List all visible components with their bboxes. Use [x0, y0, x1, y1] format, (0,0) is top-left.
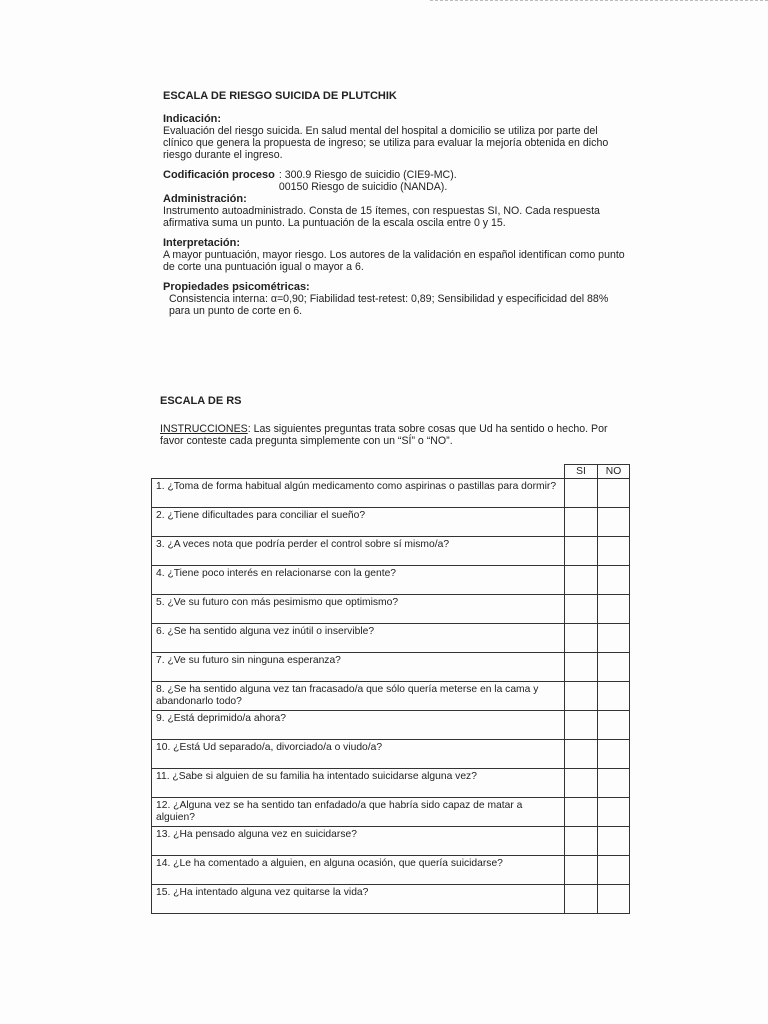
question-text: 2. ¿Tiene dificultades para conciliar el sueño?	[152, 508, 565, 537]
question-text: 6. ¿Se ha sentido alguna vez inútil o inservible?	[152, 624, 565, 653]
answer-si-box[interactable]	[565, 624, 598, 653]
answer-no-box[interactable]	[598, 769, 630, 798]
table-row	[152, 885, 630, 914]
instructions	[160, 423, 630, 447]
table-row	[152, 769, 630, 798]
answer-si-box[interactable]	[565, 885, 598, 914]
question-text: 12. ¿Alguna vez se ha sentido tan enfadado/a que habría sido capaz de matar a alguien?	[152, 798, 565, 827]
question-text: 13. ¿Ha pensado alguna vez en suicidarse?	[152, 827, 565, 856]
table-row	[152, 508, 630, 537]
administracion-heading: Administración:	[163, 193, 247, 205]
scale-title: ESCALA DE RS	[160, 395, 242, 407]
question-text: 1. ¿Toma de forma habitual algún medicamento como aspirinas o pastillas para dormir?	[152, 479, 565, 508]
question-text: 10. ¿Está Ud separado/a, divorciado/a o viudo/a?	[152, 740, 565, 769]
answer-si-box[interactable]	[565, 508, 598, 537]
answer-si-box[interactable]	[565, 827, 598, 856]
interpretacion-heading: Interpretación:	[163, 237, 241, 249]
instructions-label: INSTRUCCIONES	[160, 423, 248, 435]
answer-si-box[interactable]	[565, 566, 598, 595]
answer-no-box[interactable]	[598, 827, 630, 856]
instructions-text: : Las siguientes preguntas trata sobre cosas que Ud ha sentido o hecho. Por favor conteste cada pregunta simplemente con un “SÍ” o “NO”.	[160, 423, 608, 447]
answer-no-box[interactable]	[598, 885, 630, 914]
propiedades-text: Consistencia interna: α=0,90; Fiabilidad test-retest: 0,89; Sensibilidad y especificidad del 88% para un punto de corte en 6.	[169, 293, 609, 317]
answer-no-box[interactable]	[598, 595, 630, 624]
answer-no-box[interactable]	[598, 682, 630, 711]
answer-no-box[interactable]	[598, 537, 630, 566]
table-row	[152, 537, 630, 566]
scan-edge-line	[430, 0, 768, 3]
interpretacion-text: A mayor puntuación, mayor riesgo. Los autores de la validación en español identifican como punto de corte una puntuación igual o mayor a 6.	[163, 249, 625, 273]
table-row	[152, 798, 630, 827]
table-row	[152, 624, 630, 653]
answer-no-box[interactable]	[598, 740, 630, 769]
answer-no-box[interactable]	[598, 566, 630, 595]
questions-table	[151, 464, 630, 914]
table-header-row	[152, 465, 630, 479]
table-row	[152, 566, 630, 595]
table-row	[152, 711, 630, 740]
answer-si-box[interactable]	[565, 798, 598, 827]
answer-no-box[interactable]	[598, 856, 630, 885]
answer-si-box[interactable]	[565, 537, 598, 566]
question-text: 4. ¿Tiene poco interés en relacionarse con la gente?	[152, 566, 565, 595]
answer-no-box[interactable]	[598, 479, 630, 508]
table-row	[152, 682, 630, 711]
description-block	[163, 90, 633, 317]
indicacion-text: Evaluación del riesgo suicida. En salud mental del hospital a domicilio se utiliza por parte del clínico que genera la propuesta de ingreso; se utiliza para evaluar la mejoría obtenida en dicho riesgo durante el ingreso.	[163, 125, 609, 161]
answer-si-box[interactable]	[565, 479, 598, 508]
question-text: 3. ¿A veces nota que podría perder el control sobre sí mismo/a?	[152, 537, 565, 566]
answer-no-box[interactable]	[598, 653, 630, 682]
answer-si-box[interactable]	[565, 769, 598, 798]
codificacion-values: : 300.9 Riesgo de suicidio (CIE9-MC). 00150 Riesgo de suicidio (NANDA).	[278, 169, 457, 193]
table-row	[152, 595, 630, 624]
answer-si-box[interactable]	[565, 740, 598, 769]
question-text: 15. ¿Ha intentado alguna vez quitarse la vida?	[152, 885, 565, 914]
answer-si-box[interactable]	[565, 682, 598, 711]
answer-si-box[interactable]	[565, 856, 598, 885]
question-text: 14. ¿Le ha comentado a alguien, en alguna ocasión, que quería suicidarse?	[152, 856, 565, 885]
answer-no-box[interactable]	[598, 624, 630, 653]
answer-no-box[interactable]	[598, 711, 630, 740]
indicacion-heading: Indicación:	[163, 113, 222, 125]
column-no-header: NO	[598, 465, 630, 479]
question-text: 8. ¿Se ha sentido alguna vez tan fracasado/a que sólo quería meterse en la cama y abandonarlo todo?	[152, 682, 565, 711]
answer-si-box[interactable]	[565, 711, 598, 740]
table-row	[152, 827, 630, 856]
column-si-header: SI	[565, 465, 598, 479]
answer-no-box[interactable]	[598, 508, 630, 537]
table-row	[152, 653, 630, 682]
question-text: 11. ¿Sabe si alguien de su familia ha intentado suicidarse alguna vez?	[152, 769, 565, 798]
answer-si-box[interactable]	[565, 595, 598, 624]
answer-si-box[interactable]	[565, 653, 598, 682]
propiedades-heading: Propiedades psicométricas:	[163, 281, 310, 293]
administracion-text: Instrumento autoadministrado. Consta de 15 ítemes, con respuestas SI, NO. Cada respuesta afirmativa suma un punto. La puntuación de la escala oscila entre 0 y 15.	[163, 205, 600, 229]
table-row	[152, 740, 630, 769]
header-blank-cell	[152, 465, 565, 479]
codificacion-heading: Codificación proceso	[163, 169, 275, 181]
document-title: ESCALA DE RIESGO SUICIDA DE PLUTCHIK	[163, 90, 397, 102]
table-row	[152, 479, 630, 508]
question-text: 9. ¿Está deprimido/a ahora?	[152, 711, 565, 740]
table-row	[152, 856, 630, 885]
codificacion-row	[163, 169, 633, 193]
question-text: 7. ¿Ve su futuro sin ninguna esperanza?	[152, 653, 565, 682]
question-text: 5. ¿Ve su futuro con más pesimismo que optimismo?	[152, 595, 565, 624]
answer-no-box[interactable]	[598, 798, 630, 827]
